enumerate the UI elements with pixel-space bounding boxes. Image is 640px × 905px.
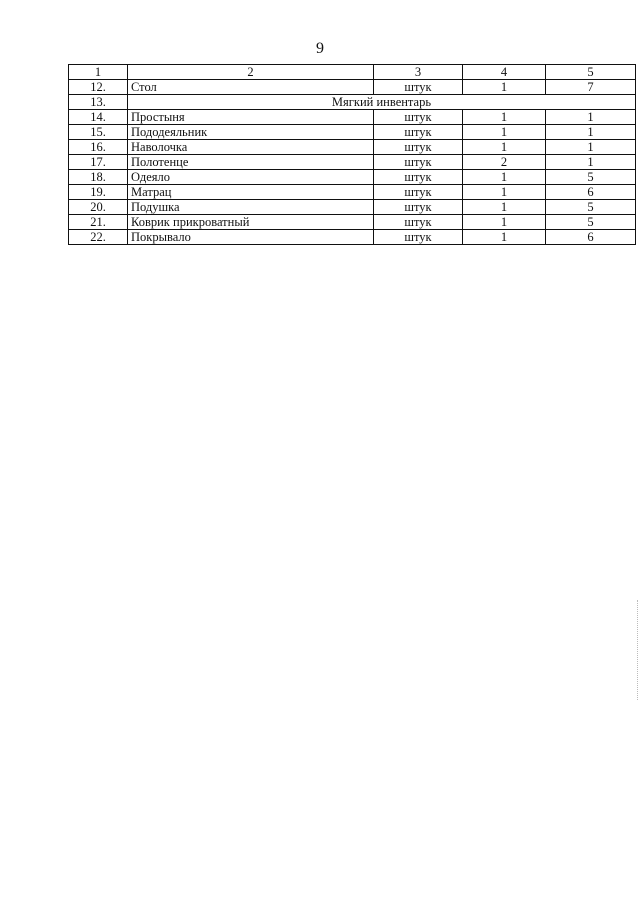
inventory-table bbox=[68, 64, 636, 245]
section-title-cell: Мягкий инвентарь bbox=[128, 95, 636, 110]
section-row bbox=[69, 95, 636, 110]
quantity-cell: 2 bbox=[463, 155, 546, 170]
row-number-cell: 18. bbox=[69, 170, 128, 185]
unit-cell: штук bbox=[374, 185, 463, 200]
row-number-cell: 12. bbox=[69, 80, 128, 95]
row-number-cell: 21. bbox=[69, 215, 128, 230]
term-cell: 5 bbox=[546, 200, 636, 215]
unit-cell: штук bbox=[374, 125, 463, 140]
quantity-cell: 1 bbox=[463, 215, 546, 230]
table-row bbox=[69, 200, 636, 215]
header-cell-2: 2 bbox=[128, 65, 374, 80]
item-name-cell: Стол bbox=[128, 80, 374, 95]
item-name-cell: Матрац bbox=[128, 185, 374, 200]
quantity-cell: 1 bbox=[463, 110, 546, 125]
term-cell: 1 bbox=[546, 110, 636, 125]
page-number: 9 bbox=[316, 40, 324, 57]
quantity-cell: 1 bbox=[463, 230, 546, 245]
row-number-cell: 22. bbox=[69, 230, 128, 245]
table-row bbox=[69, 140, 636, 155]
table-row bbox=[69, 230, 636, 245]
header-cell-3: 3 bbox=[374, 65, 463, 80]
row-number-cell: 14. bbox=[69, 110, 128, 125]
table-row bbox=[69, 80, 636, 95]
unit-cell: штук bbox=[374, 80, 463, 95]
term-cell: 1 bbox=[546, 125, 636, 140]
term-cell: 1 bbox=[546, 155, 636, 170]
term-cell: 6 bbox=[546, 230, 636, 245]
term-cell: 1 bbox=[546, 140, 636, 155]
quantity-cell: 1 bbox=[463, 80, 546, 95]
unit-cell: штук bbox=[374, 110, 463, 125]
table-row bbox=[69, 170, 636, 185]
unit-cell: штук bbox=[374, 155, 463, 170]
row-number-cell: 16. bbox=[69, 140, 128, 155]
item-name-cell: Подушка bbox=[128, 200, 374, 215]
row-number-cell: 17. bbox=[69, 155, 128, 170]
table-row bbox=[69, 125, 636, 140]
row-number-cell: 19. bbox=[69, 185, 128, 200]
item-name-cell: Пододеяльник bbox=[128, 125, 374, 140]
header-cell-5: 5 bbox=[546, 65, 636, 80]
scan-edge-marks bbox=[635, 600, 638, 700]
quantity-cell: 1 bbox=[463, 140, 546, 155]
item-name-cell: Покрывало bbox=[128, 230, 374, 245]
quantity-cell: 1 bbox=[463, 200, 546, 215]
term-cell: 5 bbox=[546, 170, 636, 185]
unit-cell: штук bbox=[374, 140, 463, 155]
unit-cell: штук bbox=[374, 215, 463, 230]
row-number-cell: 20. bbox=[69, 200, 128, 215]
table-row bbox=[69, 215, 636, 230]
quantity-cell: 1 bbox=[463, 170, 546, 185]
unit-cell: штук bbox=[374, 170, 463, 185]
item-name-cell: Коврик прикроватный bbox=[128, 215, 374, 230]
header-cell-1: 1 bbox=[69, 65, 128, 80]
section-number-cell: 13. bbox=[69, 95, 128, 110]
table-row bbox=[69, 185, 636, 200]
quantity-cell: 1 bbox=[463, 125, 546, 140]
item-name-cell: Простыня bbox=[128, 110, 374, 125]
unit-cell: штук bbox=[374, 230, 463, 245]
term-cell: 7 bbox=[546, 80, 636, 95]
row-number-cell: 15. bbox=[69, 125, 128, 140]
table-row bbox=[69, 110, 636, 125]
table-header-row bbox=[69, 65, 636, 80]
quantity-cell: 1 bbox=[463, 185, 546, 200]
term-cell: 6 bbox=[546, 185, 636, 200]
item-name-cell: Наволочка bbox=[128, 140, 374, 155]
unit-cell: штук bbox=[374, 200, 463, 215]
item-name-cell: Одеяло bbox=[128, 170, 374, 185]
item-name-cell: Полотенце bbox=[128, 155, 374, 170]
header-cell-4: 4 bbox=[463, 65, 546, 80]
table-row bbox=[69, 155, 636, 170]
term-cell: 5 bbox=[546, 215, 636, 230]
